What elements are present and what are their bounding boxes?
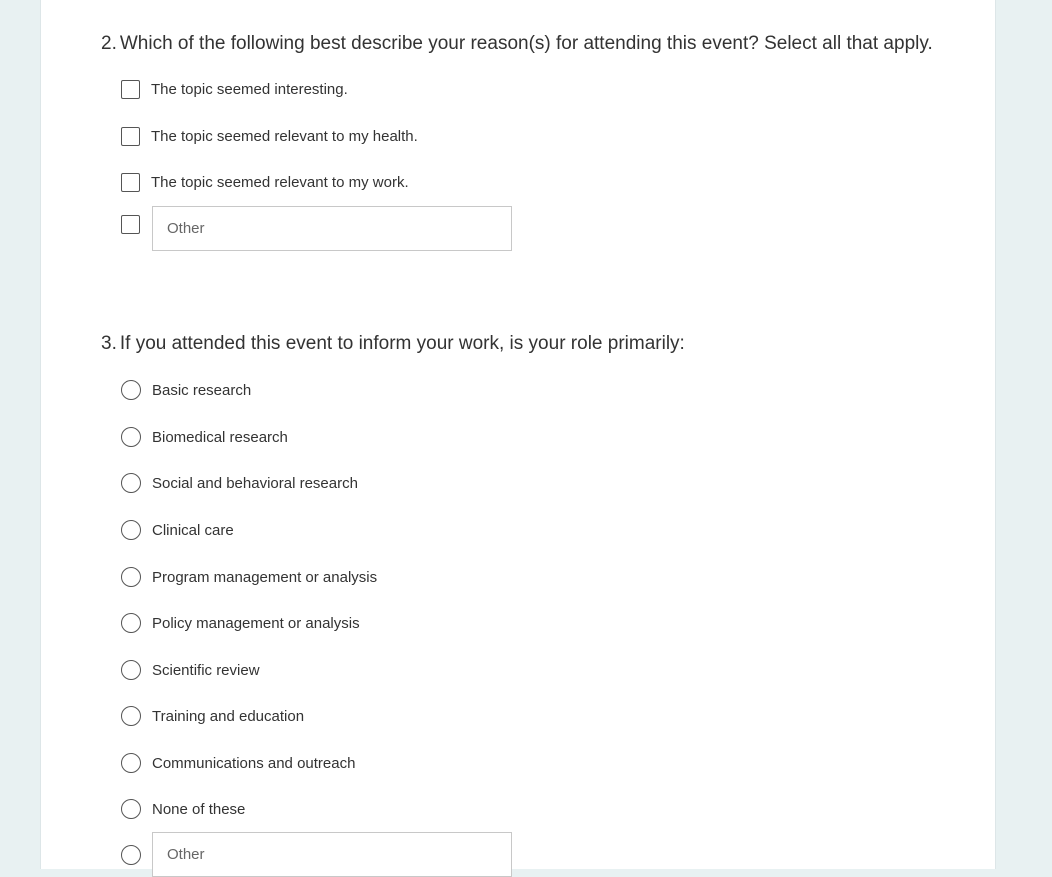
option-label: Clinical care (152, 521, 234, 539)
radio-option-none[interactable] (121, 797, 245, 821)
question-3-number: 3. (101, 333, 117, 354)
other-text-input[interactable] (152, 832, 512, 877)
question-2-title (101, 31, 981, 57)
radio-button[interactable] (121, 473, 141, 493)
option-label: Social and behavioral research (152, 474, 358, 492)
checkbox[interactable] (121, 80, 140, 99)
option-label: Biomedical research (152, 428, 288, 446)
option-label: The topic seemed relevant to my health. (151, 127, 418, 145)
checkbox[interactable] (121, 173, 140, 192)
question-3-title (101, 331, 981, 357)
radio-button[interactable] (121, 380, 141, 400)
radio-button[interactable] (121, 799, 141, 819)
radio-option-communications-outreach[interactable] (121, 751, 355, 775)
question-2 (101, 31, 981, 191)
option-label: Training and education (152, 707, 305, 725)
question-3-text: If you attended this event to inform your work, is your role primarily: (119, 333, 685, 354)
question-2-number: 2. (101, 33, 117, 54)
checkbox[interactable] (121, 215, 140, 234)
radio-option-scientific-review[interactable] (121, 658, 260, 682)
option-label: Communications and outreach (152, 754, 356, 772)
option-label: The topic seemed interesting. (151, 80, 348, 98)
other-text-input[interactable] (152, 206, 512, 251)
option-label: Scientific review (152, 661, 260, 679)
option-label: The topic seemed relevant to my work. (151, 173, 409, 191)
radio-option-training-education[interactable] (121, 704, 304, 728)
option-label: Policy management or analysis (152, 614, 360, 632)
radio-option-policy-management[interactable] (121, 611, 360, 635)
radio-option-social-behavioral[interactable] (121, 471, 358, 495)
question-3 (101, 331, 981, 818)
option-label: None of these (152, 800, 246, 818)
radio-button[interactable] (121, 706, 141, 726)
checkbox-option-health[interactable] (121, 124, 418, 148)
option-label: Basic research (152, 381, 252, 399)
option-label: Program management or analysis (152, 568, 378, 586)
radio-button[interactable] (121, 660, 141, 680)
checkbox-option-work[interactable] (121, 170, 409, 194)
checkbox-option-other[interactable] (121, 212, 140, 236)
radio-button[interactable] (121, 613, 141, 633)
checkbox[interactable] (121, 127, 140, 146)
question-2-text: Which of the following best describe your reason(s) for attending this event? Select all that apply. (119, 33, 933, 54)
radio-option-other[interactable] (121, 843, 141, 867)
radio-option-basic-research[interactable] (121, 378, 251, 402)
radio-button[interactable] (121, 520, 141, 540)
radio-option-program-management[interactable] (121, 565, 377, 589)
radio-button[interactable] (121, 753, 141, 773)
radio-option-biomedical-research[interactable] (121, 425, 288, 449)
radio-option-clinical-care[interactable] (121, 518, 234, 542)
checkbox-option-interesting[interactable] (121, 77, 348, 101)
radio-button[interactable] (121, 427, 141, 447)
radio-button[interactable] (121, 845, 141, 865)
radio-button[interactable] (121, 567, 141, 587)
survey-card (40, 0, 996, 869)
